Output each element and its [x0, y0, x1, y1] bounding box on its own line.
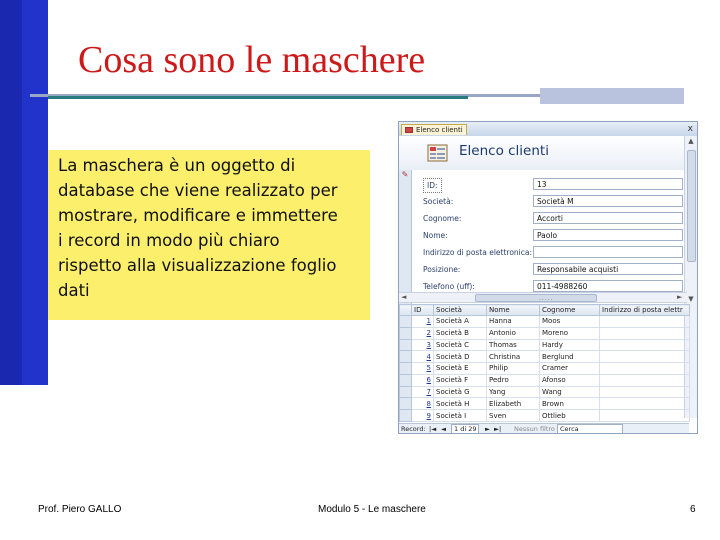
grid-header-row: [400, 305, 690, 316]
grid-cell[interactable]: Ottlieb: [540, 410, 600, 422]
grid-cell[interactable]: [600, 363, 690, 375]
filter-indicator[interactable]: Nessun filtro: [514, 425, 555, 433]
row-selector[interactable]: [400, 398, 412, 410]
record-navigation-bar: [399, 423, 689, 434]
row-selector[interactable]: [400, 327, 412, 339]
grid-cell[interactable]: Wang: [540, 386, 600, 398]
grid-cell[interactable]: Yang: [487, 386, 540, 398]
nome-field[interactable]: Paolo: [533, 229, 683, 241]
title-accent-box: [540, 88, 684, 104]
field-label: Posizione:: [423, 265, 461, 274]
scroll-thumb[interactable]: [475, 294, 597, 302]
footer-author: Prof. Piero GALLO: [38, 504, 122, 515]
slide-left-bar: [0, 0, 48, 385]
table-row[interactable]: [400, 374, 690, 386]
email-field[interactable]: [533, 246, 683, 258]
grid-cell[interactable]: Philip: [487, 363, 540, 375]
grid-cell[interactable]: Pedro: [487, 374, 540, 386]
callout-line: i record in modo più chiaro: [58, 231, 280, 250]
grid-cell[interactable]: Moreno: [540, 327, 600, 339]
scroll-right-icon[interactable]: ►: [677, 293, 683, 301]
grid-cell[interactable]: Società F: [434, 374, 487, 386]
field-label: Telefono (uff):: [423, 282, 475, 291]
grid-cell[interactable]: [600, 327, 690, 339]
grid-cell[interactable]: [600, 410, 690, 422]
grid-cell[interactable]: Afonso: [540, 374, 600, 386]
grid-cell[interactable]: Hardy: [540, 339, 600, 351]
field-label: Indirizzo di posta elettronica:: [423, 248, 533, 257]
title-rule-teal: [48, 96, 468, 99]
tab-elenco-clienti[interactable]: [401, 124, 467, 135]
field-label: Cognome:: [423, 214, 462, 223]
row-selector[interactable]: [400, 351, 412, 363]
id-cell[interactable]: 7: [412, 386, 434, 398]
row-selector[interactable]: [400, 374, 412, 386]
row-selector[interactable]: [400, 410, 412, 422]
form-icon: [405, 127, 413, 133]
grid-cell[interactable]: Elizabeth: [487, 398, 540, 410]
callout-line: La maschera è un oggetto di: [58, 156, 296, 175]
field-label: Società:: [423, 197, 454, 206]
grid-cell[interactable]: Brown: [540, 398, 600, 410]
footer-module: Modulo 5 - Le maschere: [318, 504, 426, 515]
societa-field[interactable]: Società M: [533, 195, 683, 207]
next-record-icon[interactable]: ►: [485, 425, 490, 433]
definition-callout: [48, 150, 370, 320]
field-row-id: [423, 178, 685, 191]
callout-line: dati: [58, 281, 90, 300]
callout-line: database che viene realizzato per: [58, 181, 338, 200]
splitter-handle[interactable]: ·····: [539, 297, 554, 304]
form-header: [399, 136, 687, 170]
grid-cell[interactable]: Società A: [434, 316, 487, 328]
table-row[interactable]: [400, 410, 690, 422]
table-row[interactable]: [400, 398, 690, 410]
form-title: Elenco clienti: [459, 143, 549, 159]
table-row[interactable]: [400, 327, 690, 339]
slide-left-strip: [0, 0, 22, 385]
search-input[interactable]: Cerca: [557, 424, 623, 434]
grid-cell[interactable]: Società C: [434, 339, 487, 351]
pencil-icon: ✎: [401, 170, 409, 179]
grid-cell[interactable]: Berglund: [540, 351, 600, 363]
posizione-field[interactable]: Responsabile acquisti: [533, 263, 683, 275]
table-row[interactable]: [400, 363, 690, 375]
record-label: Record:: [401, 425, 426, 433]
table-row[interactable]: [400, 351, 690, 363]
datasheet-grid: [399, 304, 690, 422]
first-record-icon[interactable]: |◄: [429, 425, 437, 433]
grid-cell[interactable]: Società D: [434, 351, 487, 363]
column-header[interactable]: Indirizzo di posta elettr: [600, 305, 690, 316]
column-header[interactable]: Nome: [487, 305, 540, 316]
table-row[interactable]: [400, 316, 690, 328]
footer-page-number: 6: [690, 504, 696, 515]
column-header[interactable]: ID: [412, 305, 434, 316]
field-row-societa: [423, 195, 685, 208]
field-row-nome: [423, 229, 685, 242]
grid-cell[interactable]: Antonio: [487, 327, 540, 339]
callout-line: rispetto alla visualizzazione foglio: [58, 256, 337, 275]
id-field[interactable]: 13: [533, 178, 683, 190]
row-selector[interactable]: [400, 316, 412, 328]
column-header[interactable]: Cognome: [540, 305, 600, 316]
telefono-field[interactable]: 011-4988260: [533, 280, 683, 292]
tab-label: Elenco clienti: [416, 126, 463, 134]
grid-cell[interactable]: [600, 374, 690, 386]
id-cell[interactable]: 5: [412, 363, 434, 375]
grid-cell[interactable]: [600, 351, 690, 363]
table-row[interactable]: [400, 339, 690, 351]
grid-cell[interactable]: [600, 386, 690, 398]
grid-cell[interactable]: Società E: [434, 363, 487, 375]
previous-record-icon[interactable]: ◄: [441, 425, 446, 433]
table-row[interactable]: [400, 386, 690, 398]
document-tab-bar: [399, 122, 697, 137]
slide-title: Cosa sono le maschere: [78, 39, 426, 81]
grid-cell[interactable]: Società G: [434, 386, 487, 398]
row-selector[interactable]: [400, 386, 412, 398]
field-label: Nome:: [423, 231, 448, 240]
scroll-thumb[interactable]: [687, 150, 696, 262]
grid-cell[interactable]: Thomas: [487, 339, 540, 351]
scroll-left-icon[interactable]: ◄: [401, 293, 407, 301]
field-label: ID:: [423, 178, 442, 193]
field-row-cognome: [423, 212, 685, 225]
last-record-icon[interactable]: ►|: [494, 425, 502, 433]
id-cell[interactable]: 3: [412, 339, 434, 351]
id-cell[interactable]: 8: [412, 398, 434, 410]
grid-cell[interactable]: Cramer: [540, 363, 600, 375]
grid-cell[interactable]: [600, 398, 690, 410]
id-cell[interactable]: 9: [412, 410, 434, 422]
close-icon[interactable]: x: [687, 124, 693, 134]
grid-cell[interactable]: Christina: [487, 351, 540, 363]
grid-cell[interactable]: Sven: [487, 410, 540, 422]
field-row-posizione: [423, 263, 685, 276]
grid-cell[interactable]: Società B: [434, 327, 487, 339]
grid-corner[interactable]: [400, 305, 412, 316]
grid-cell[interactable]: Hanna: [487, 316, 540, 328]
grid-cell[interactable]: [600, 339, 690, 351]
field-row-email: [423, 246, 685, 259]
form-icon: [427, 142, 449, 164]
id-cell[interactable]: 2: [412, 327, 434, 339]
callout-line: mostrare, modificare e immettere: [58, 206, 338, 225]
access-form-window: [398, 121, 698, 434]
id-cell[interactable]: 4: [412, 351, 434, 363]
grid-cell[interactable]: Società H: [434, 398, 487, 410]
scroll-down-icon[interactable]: ▼: [688, 295, 694, 303]
grid-cell[interactable]: [600, 316, 690, 328]
grid-cell[interactable]: Società I: [434, 410, 487, 422]
id-cell[interactable]: 6: [412, 374, 434, 386]
row-selector[interactable]: [400, 363, 412, 375]
cognome-field[interactable]: Accorti: [533, 212, 683, 224]
column-header[interactable]: Società: [434, 305, 487, 316]
scroll-up-icon[interactable]: ▲: [688, 137, 694, 145]
id-cell[interactable]: 1: [412, 316, 434, 328]
row-selector[interactable]: [400, 339, 412, 351]
record-position-field[interactable]: 1 di 29: [451, 424, 479, 434]
grid-cell[interactable]: Moos: [540, 316, 600, 328]
